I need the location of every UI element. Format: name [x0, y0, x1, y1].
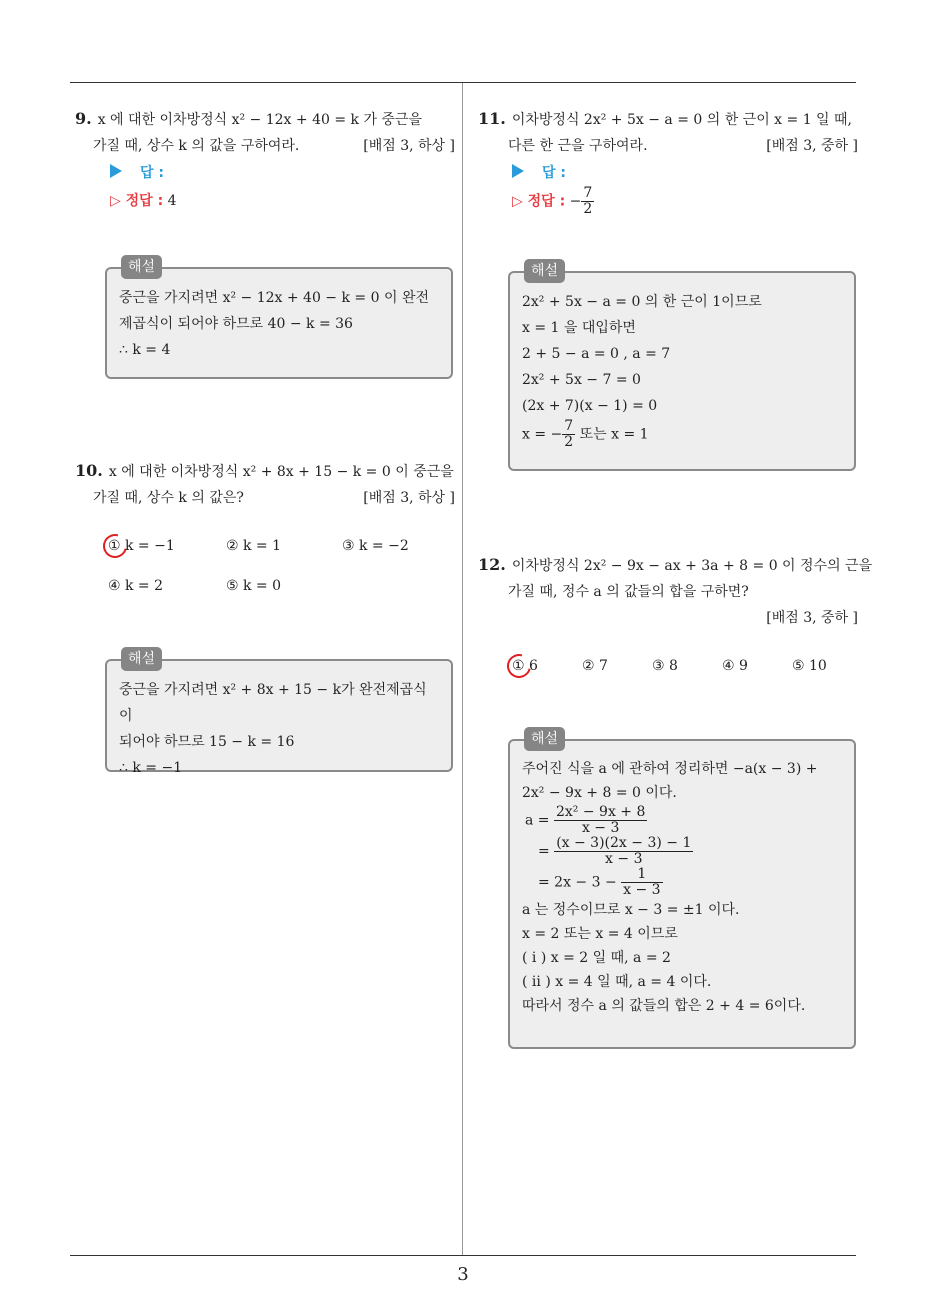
- choice-5[interactable]: ⑤ 10: [792, 658, 827, 674]
- score-meta: [배점 3, 하상 ]: [363, 490, 455, 506]
- math-text: a =: [525, 812, 550, 829]
- score-meta: [배점 3, 하상 ]: [363, 138, 455, 154]
- fraction: [554, 805, 647, 836]
- bottom-rule: [70, 1255, 856, 1256]
- choice-1[interactable]: ① 6: [512, 658, 538, 674]
- solution-line: (2x + 7)(x − 1) = 0: [522, 398, 658, 414]
- question-number: 9.: [75, 109, 92, 128]
- numerator: (x − 3)(2x − 3) − 1: [556, 835, 692, 851]
- correct-value: 4: [167, 193, 177, 209]
- denominator: 2: [564, 434, 574, 450]
- solution-box-9: [105, 259, 453, 379]
- choice-2[interactable]: ② k = 1: [226, 538, 282, 554]
- fraction: [621, 867, 662, 898]
- choices-10: [108, 538, 458, 598]
- solution-line: x = 2 또는 x = 4 이므로: [522, 926, 678, 942]
- math-text: x = −: [522, 426, 563, 443]
- solution-line: [522, 805, 842, 836]
- question-text: 이차방정식 2x² + 5x − a = 0 의 한 근이 x = 1 일 때,: [511, 112, 853, 128]
- solution-line: ( i ) x = 2 일 때, a = 2: [522, 950, 671, 966]
- solution-tag: 해설: [121, 647, 162, 671]
- choice-4[interactable]: ④ k = 2: [108, 578, 164, 594]
- solution-box-10: [105, 651, 453, 776]
- triangle-outline-icon: ▷: [512, 193, 528, 210]
- correct-label: 정답 :: [125, 193, 164, 209]
- question-number: 10.: [75, 461, 103, 480]
- question-9: [75, 106, 455, 159]
- solution-line: a 는 정수이므로 x − 3 = ±1 이다.: [522, 902, 740, 918]
- solution-line: [522, 867, 842, 898]
- column-divider: [462, 83, 463, 1255]
- play-icon: [110, 164, 122, 178]
- solution-line: 2x² + 5x − a = 0 의 한 근이 1이므로: [522, 294, 762, 310]
- question-number: 12.: [478, 555, 506, 574]
- solution-line: 따라서 정수 a 의 값들의 합은 2 + 4 = 6이다.: [522, 998, 806, 1014]
- correct-sign: −: [569, 193, 582, 210]
- solution-box-11: [508, 263, 856, 471]
- solution-tag: 해설: [524, 259, 565, 283]
- solution-line: ∴ k = 4: [119, 342, 171, 358]
- solution-line: ( ii ) x = 4 일 때, a = 4 이다.: [522, 974, 712, 990]
- play-icon: [512, 164, 524, 178]
- question-10: [75, 458, 455, 511]
- numerator: 7: [564, 418, 574, 434]
- question-12: [478, 552, 873, 631]
- answer-area-9: [110, 162, 177, 212]
- solution-line: 중근을 가지려면 x² − 12x + 40 − k = 0 이 완전: [119, 290, 429, 306]
- denominator: x − 3: [581, 820, 620, 836]
- choice-2[interactable]: ② 7: [582, 658, 608, 674]
- solution-line: 2x² − 9x + 8 = 0 이다.: [522, 785, 677, 801]
- answer-label: 답 :: [542, 165, 566, 181]
- solution-box-12: [508, 731, 856, 1049]
- math-text: =: [538, 843, 550, 860]
- question-text: 이차방정식 2x² − 9x − ax + 3a + 8 = 0 이 정수의 근을: [511, 558, 873, 574]
- solution-line: x = 1 을 대입하면: [522, 320, 636, 336]
- fraction: [562, 419, 575, 450]
- score-meta: [배점 3, 중하 ]: [766, 610, 858, 626]
- solution-line: ∴ k = −1: [119, 760, 183, 776]
- numerator: 2x² − 9x + 8: [555, 804, 646, 820]
- correct-fraction: [581, 186, 594, 217]
- denominator: x − 3: [623, 882, 661, 898]
- question-text: 가질 때, 상수 k 의 값은?: [93, 490, 244, 506]
- solution-line: [522, 836, 842, 867]
- solution-line: 2 + 5 − a = 0 , a = 7: [522, 346, 671, 362]
- solution-tag: 해설: [524, 727, 565, 751]
- solution-tag: 해설: [121, 255, 162, 279]
- choice-4[interactable]: ④ 9: [722, 658, 748, 674]
- question-text: 가질 때, 상수 k 의 값을 구하여라.: [93, 138, 300, 154]
- score-meta: [배점 3, 중하 ]: [766, 138, 858, 154]
- choices-12: [512, 658, 852, 682]
- answer-area-11: [512, 162, 594, 217]
- question-text: x 에 대한 이차방정식 x² − 12x + 40 = k 가 중근을: [97, 112, 422, 128]
- question-11: [478, 106, 858, 159]
- numerator: 1: [621, 867, 662, 883]
- numerator: 7: [583, 185, 593, 201]
- correct-label: 정답 :: [527, 193, 566, 210]
- answer-label: 답 :: [140, 165, 164, 181]
- question-text: 다른 한 근을 구하여라.: [508, 138, 648, 154]
- solution-line: 중근을 가지려면 x² + 8x + 15 − k가 완전제곱식이: [119, 682, 427, 724]
- solution-line: 제곱식이 되어야 하므로 40 − k = 36: [119, 316, 353, 332]
- question-text: x 에 대한 이차방정식 x² + 8x + 15 − k = 0 이 중근을: [108, 464, 454, 480]
- triangle-outline-icon: ▷: [110, 193, 126, 209]
- choice-5[interactable]: ⑤ k = 0: [226, 578, 282, 594]
- question-text: 가질 때, 정수 a 의 값들의 합을 구하면?: [508, 584, 749, 600]
- choice-3[interactable]: ③ k = −2: [342, 538, 409, 554]
- fraction: [554, 836, 693, 867]
- choice-1[interactable]: ① k = −1: [108, 538, 175, 554]
- solution-line: 되어야 하므로 15 − k = 16: [119, 734, 295, 750]
- math-text: = 2x − 3 −: [538, 874, 617, 891]
- denominator: x − 3: [605, 851, 643, 867]
- page-number: 3: [457, 1264, 469, 1285]
- math-text: 또는 x = 1: [579, 426, 649, 443]
- solution-line: 2x² + 5x − 7 = 0: [522, 372, 641, 388]
- choice-3[interactable]: ③ 8: [652, 658, 678, 674]
- denominator: 2: [583, 201, 593, 217]
- solution-line: [522, 419, 842, 450]
- top-rule: [70, 82, 856, 83]
- question-number: 11.: [478, 109, 506, 128]
- solution-line: 주어진 식을 a 에 관하여 정리하면 −a(x − 3) +: [522, 761, 818, 777]
